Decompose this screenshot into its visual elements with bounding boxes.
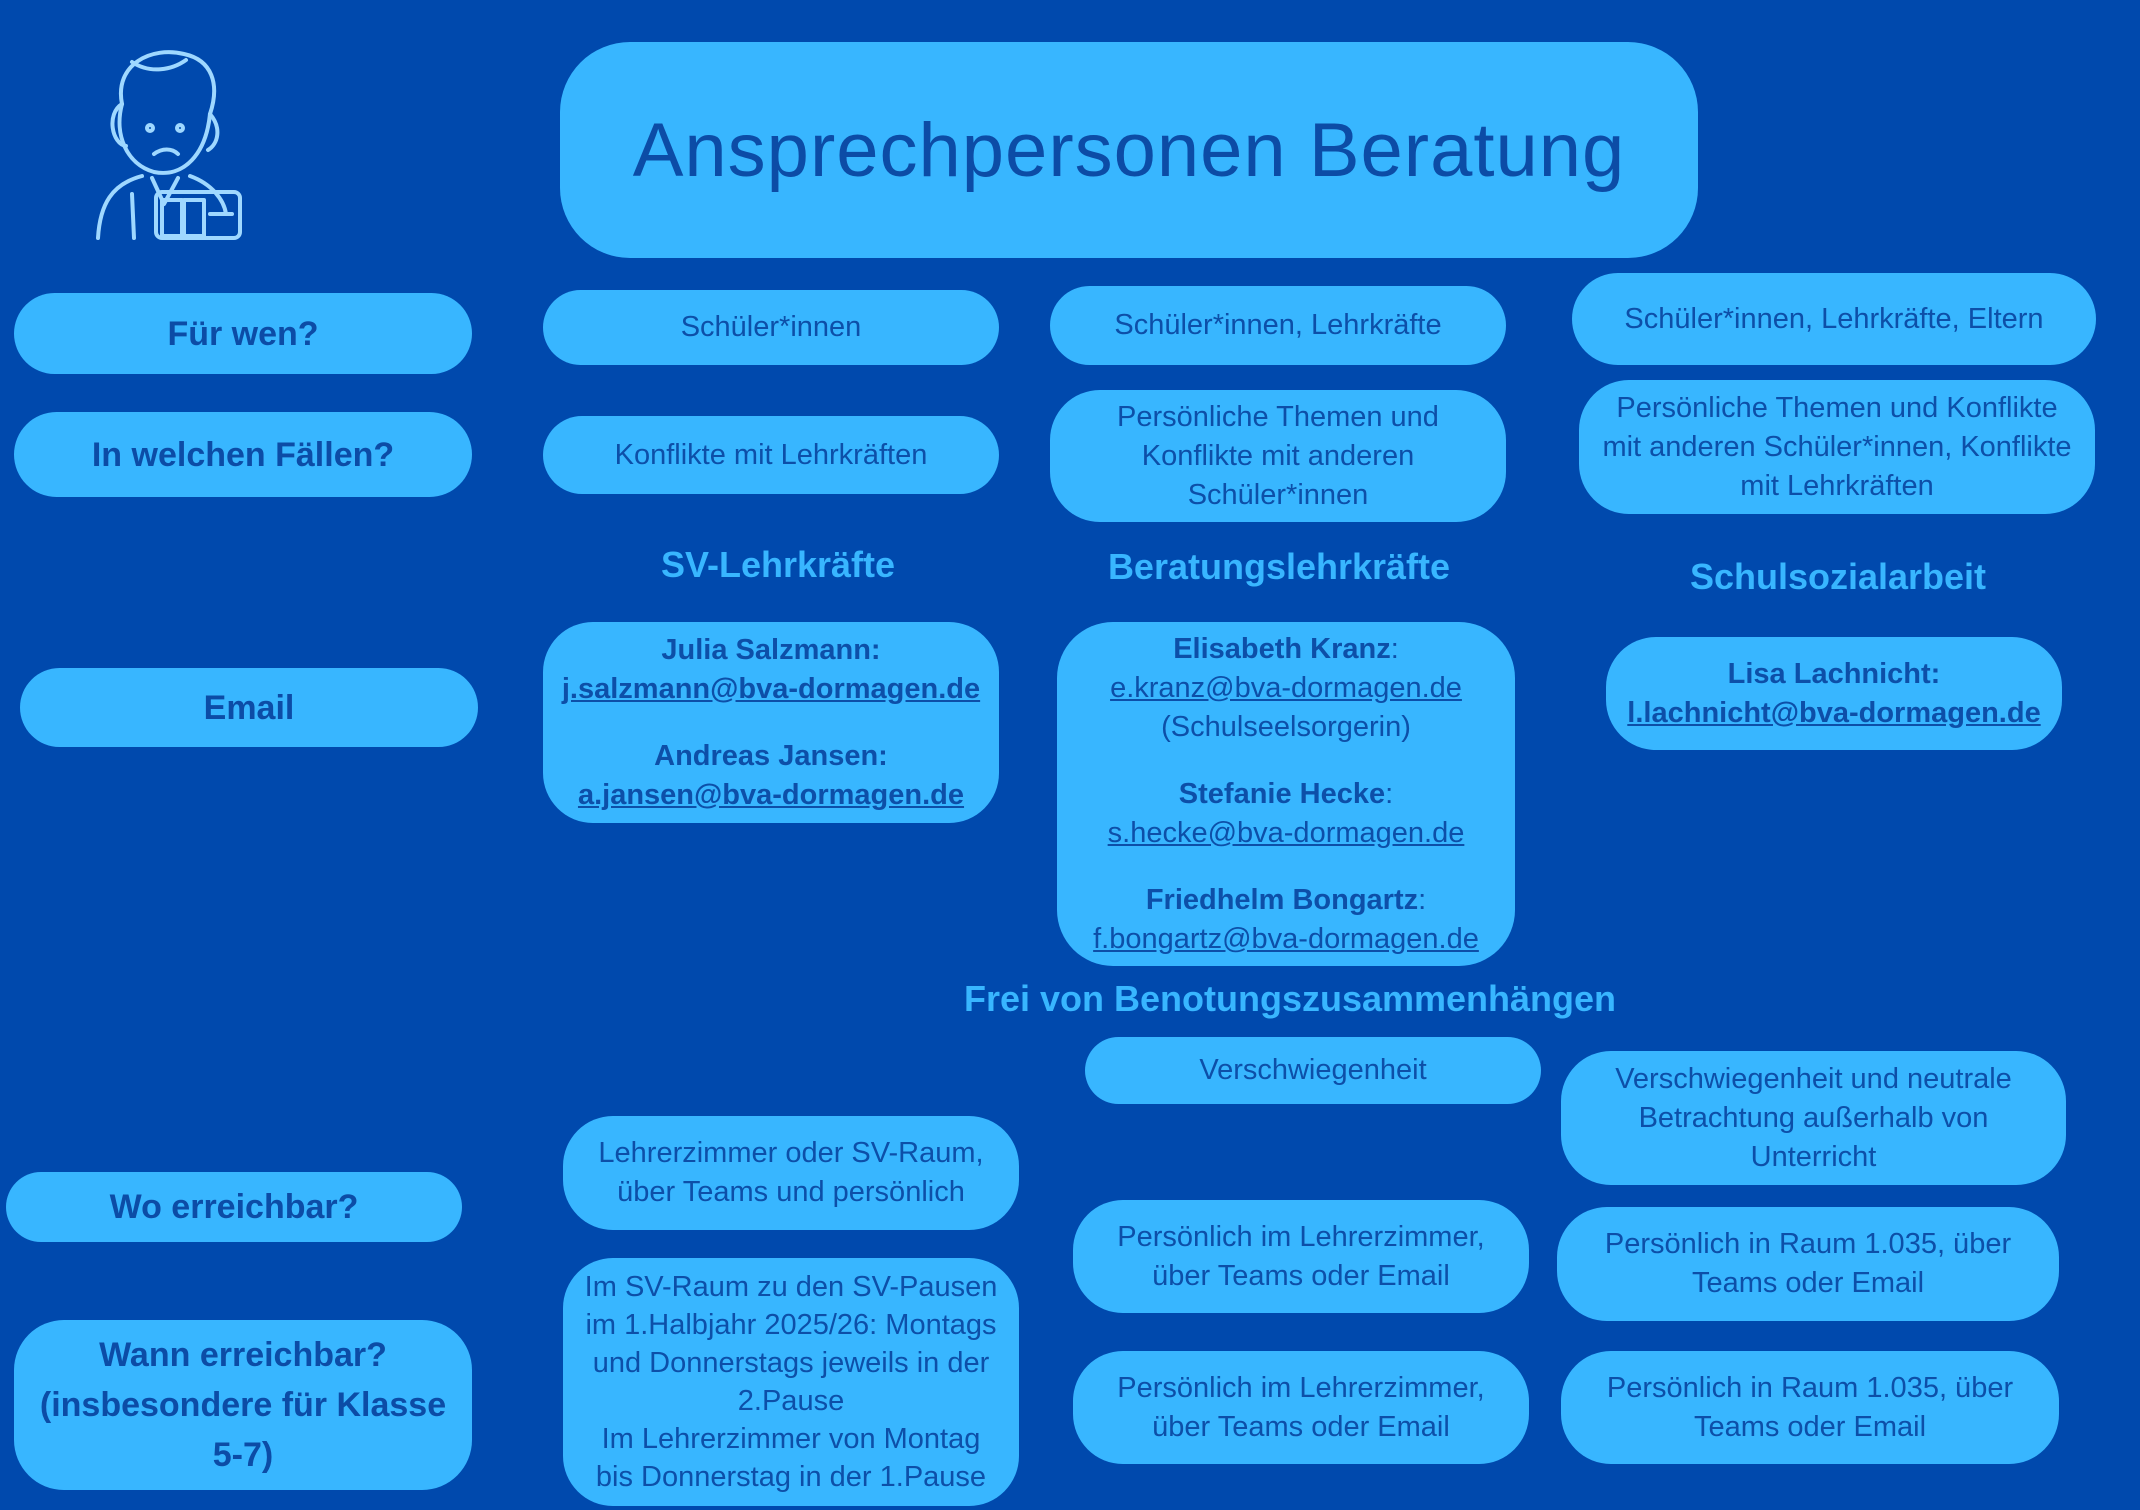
sv-wann-line5: Im Lehrerzimmer von Montag xyxy=(601,1423,981,1455)
beratung-contact-line xyxy=(1146,881,1426,920)
sv-heading: SV-Lehrkräfte xyxy=(660,544,896,585)
sv-wann xyxy=(563,1258,1019,1506)
beratung-wann xyxy=(1073,1351,1529,1464)
label-email xyxy=(20,668,478,747)
sozial-wo xyxy=(1557,1207,2059,1321)
sozial-verschwiegenheit-line1: Verschwiegenheit und neutrale xyxy=(1615,1062,2012,1095)
sv-contact-name: Julia Salzmann: xyxy=(661,633,881,666)
sozial-faelle-line2: mit anderen Schüler*innen, Konflikte xyxy=(1602,430,2072,463)
beratung-fuer-wen xyxy=(1050,286,1506,365)
sozial-wann-line2: Teams oder Email xyxy=(1693,1410,1927,1443)
label-wann-line1: Wann erreichbar? xyxy=(99,1336,387,1374)
beratung-contact-line xyxy=(1179,775,1393,814)
sv-wann-line3: und Donnerstags jeweils in der xyxy=(592,1347,990,1379)
sozial-contact-name: Lisa Lachnicht: xyxy=(1727,657,1941,690)
beratung-fuer-wen-text: Schüler*innen, Lehrkräfte xyxy=(1114,309,1442,341)
beratung-contact-name: Stefanie Hecke xyxy=(1178,777,1386,810)
sv-wo-line2: über Teams und persönlich xyxy=(617,1176,965,1208)
sv-fuer-wen-text: Schüler*innen xyxy=(680,311,862,343)
sozial-verschwiegenheit xyxy=(1561,1051,2066,1185)
beratung-contact-email-link[interactable]: f.bongartz@bva-dormagen.de xyxy=(1093,922,1479,955)
beratung-contact-line xyxy=(1173,630,1399,669)
beratung-contact-name: Elisabeth Kranz xyxy=(1173,632,1391,665)
sv-wo-line1: Lehrerzimmer oder SV-Raum, xyxy=(598,1137,984,1169)
beratung-wo-line2: über Teams oder Email xyxy=(1152,1259,1450,1292)
label-wo-text: Wo erreichbar? xyxy=(109,1188,359,1226)
sv-contact-email-link[interactable]: j.salzmann@bva-dormagen.de xyxy=(561,672,981,705)
label-faelle xyxy=(14,412,472,497)
sozial-heading: Schulsozialarbeit xyxy=(1689,556,1987,597)
sozial-email-card xyxy=(1606,637,2062,750)
sozial-wann xyxy=(1561,1351,2059,1464)
beratung-faelle-line1: Persönliche Themen und xyxy=(1117,400,1439,433)
beratung-wo xyxy=(1073,1200,1529,1313)
sv-email-card xyxy=(543,622,999,823)
colon: : xyxy=(1385,777,1394,810)
sv-fuer-wen xyxy=(543,290,999,365)
beratung-wo-line1: Persönlich im Lehrerzimmer, xyxy=(1117,1220,1485,1253)
sozial-contact-email-link[interactable]: l.lachnicht@bva-dormagen.de xyxy=(1627,696,2041,729)
person-with-box-icon xyxy=(92,44,244,240)
colon: : xyxy=(1390,632,1399,665)
beratung-faelle xyxy=(1050,390,1506,522)
shared-heading: Frei von Benotungszusammenhängen xyxy=(963,978,1617,1019)
label-wann-line3: 5-7) xyxy=(212,1436,274,1474)
beratung-contact-email-link[interactable]: e.kranz@bva-dormagen.de xyxy=(1110,671,1462,704)
sozial-fuer-wen xyxy=(1572,273,2096,365)
beratung-faelle-line3: Schüler*innen xyxy=(1187,478,1369,511)
sv-wann-line1: Im SV-Raum zu den SV-Pausen xyxy=(584,1271,998,1303)
beratung-verschwiegenheit xyxy=(1085,1037,1541,1104)
label-faelle-text: In welchen Fällen? xyxy=(91,435,395,474)
page-title: Ansprechpersonen Beratung xyxy=(560,42,1698,258)
label-fuer-wen-text: Für wen? xyxy=(167,314,319,353)
sozial-faelle-line3: mit Lehrkräften xyxy=(1740,469,1934,502)
colon: : xyxy=(1418,883,1427,916)
label-fuer-wen xyxy=(14,293,472,374)
sv-faelle-text: Konflikte mit Lehrkräften xyxy=(614,438,928,471)
beratung-wann-line1: Persönlich im Lehrerzimmer, xyxy=(1117,1371,1485,1404)
sv-wann-line4: 2.Pause xyxy=(737,1385,845,1417)
sozial-verschwiegenheit-line3: Unterricht xyxy=(1750,1140,1877,1173)
sv-contact-email-link[interactable]: a.jansen@bva-dormagen.de xyxy=(577,778,965,811)
sozial-wann-line1: Persönlich in Raum 1.035, über xyxy=(1606,1371,2014,1404)
sozial-faelle xyxy=(1579,380,2095,514)
sozial-faelle-line1: Persönliche Themen und Konflikte xyxy=(1616,391,2058,424)
sozial-fuer-wen-text: Schüler*innen, Lehrkräfte, Eltern xyxy=(1624,302,2044,335)
label-email-text: Email xyxy=(203,688,295,727)
label-wann xyxy=(14,1320,472,1490)
beratung-faelle-line2: Konflikte mit anderen xyxy=(1141,439,1415,472)
beratung-email-card xyxy=(1057,622,1515,966)
beratung-verschwiegenheit-text: Verschwiegenheit xyxy=(1199,1054,1427,1086)
sv-wann-line6: bis Donnerstag in der 1.Pause xyxy=(595,1461,987,1493)
sozial-wo-line1: Persönlich in Raum 1.035, über xyxy=(1604,1228,2012,1260)
beratung-heading: Beratungslehrkräfte xyxy=(1107,546,1451,587)
label-wann-line2: (insbesondere für Klasse xyxy=(39,1386,447,1424)
beratung-wann-line2: über Teams oder Email xyxy=(1152,1410,1450,1443)
beratung-contact-name: Friedhelm Bongartz xyxy=(1145,883,1419,916)
sv-contact-name: Andreas Jansen: xyxy=(654,739,888,772)
sv-wann-line2: im 1.Halbjahr 2025/26: Montags xyxy=(585,1309,997,1341)
beratung-contact-email-link[interactable]: s.hecke@bva-dormagen.de xyxy=(1107,816,1465,849)
beratung-contact-note: (Schulseelsorgerin) xyxy=(1161,710,1411,743)
sv-faelle xyxy=(543,416,999,494)
sozial-verschwiegenheit-line2: Betrachtung außerhalb von xyxy=(1638,1101,1989,1134)
sozial-wo-line2: Teams oder Email xyxy=(1691,1267,1925,1299)
label-wo xyxy=(6,1172,462,1242)
sv-wo xyxy=(563,1116,1019,1230)
